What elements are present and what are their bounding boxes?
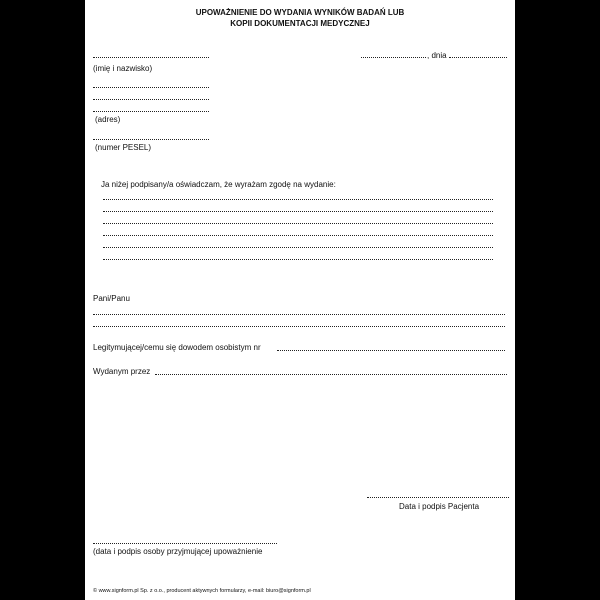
date-separator: , dnia [427, 51, 447, 60]
consent-line-3[interactable] [103, 223, 493, 224]
patient-signature-line[interactable] [367, 497, 509, 498]
date-field-line[interactable] [449, 57, 507, 58]
issued-by-label: Wydanym przez [93, 367, 151, 376]
consent-statement: Ja niżej podpisany/a oświadczam, że wyrażam zgodę na wydanie: [101, 180, 336, 189]
address-label: (adres) [95, 115, 121, 124]
consent-line-2[interactable] [103, 211, 493, 212]
recipient-label: Pani/Panu [93, 294, 130, 303]
document-page [85, 0, 515, 600]
address-line-3[interactable] [93, 111, 209, 112]
recipient-line-2[interactable] [93, 326, 505, 327]
id-label: Legitymującej/cemu się dowodem osobistym nr [93, 343, 261, 352]
address-line-2[interactable] [93, 99, 209, 100]
name-field-line[interactable] [93, 57, 209, 58]
footer-text: © www.signform.pl Sp. z o.o., producent aktywnych formularzy, e-mail: biuro@signform.pl [93, 588, 311, 594]
document-title-line-2: KOPII DOKUMENTACJI MEDYCZNEJ [230, 19, 370, 28]
address-line-1[interactable] [93, 87, 209, 88]
consent-line-6[interactable] [103, 259, 493, 260]
recipient-line-1[interactable] [93, 314, 505, 315]
consent-line-5[interactable] [103, 247, 493, 248]
id-number-line[interactable] [277, 350, 505, 351]
receiver-signature-line[interactable] [93, 543, 277, 544]
place-field-line[interactable] [361, 57, 426, 58]
pesel-label: (numer PESEL) [95, 143, 152, 152]
consent-line-4[interactable] [103, 235, 493, 236]
consent-line-1[interactable] [103, 199, 493, 200]
pesel-field-line[interactable] [93, 139, 209, 140]
receiver-signature-label: (data i podpis osoby przyjmującej upoważnienie [93, 547, 263, 556]
name-label: (imię i nazwisko) [93, 64, 153, 73]
document-title-line-1: UPOWAŻNIENIE DO WYDANIA WYNIKÓW BADAŃ LUB [195, 8, 405, 17]
issued-by-line[interactable] [155, 374, 507, 375]
patient-signature-label: Data i podpis Pacjenta [399, 502, 480, 511]
